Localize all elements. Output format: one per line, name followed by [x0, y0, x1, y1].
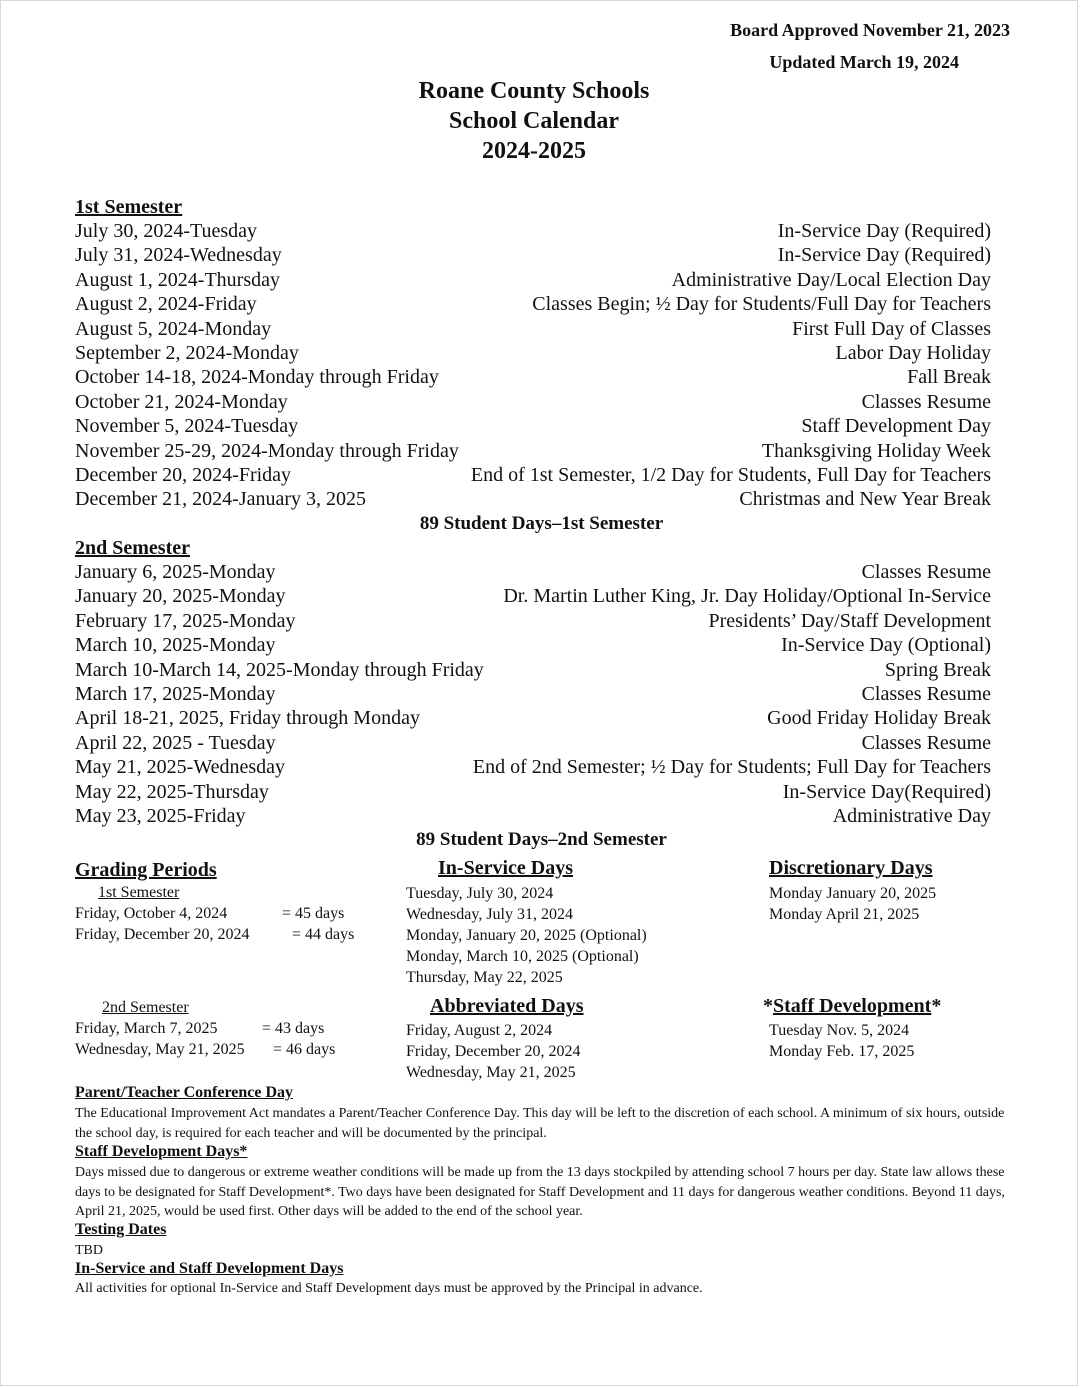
isd-text: All activities for optional In-Service and Staff Development days must be approved by the Principal in advance.	[75, 1281, 703, 1296]
grading-periods-heading: Grading Periods	[75, 859, 217, 881]
semester2-row	[75, 634, 991, 658]
semester2-date: January 6, 2025-Monday	[75, 561, 276, 583]
semester2-date: April 18-21, 2025, Friday through Monday	[75, 707, 420, 730]
semester2-event: Spring Break	[884, 658, 991, 681]
semester2-date: May 22, 2025-Thursday	[75, 780, 269, 803]
semester1-event: End of 1st Semester, 1/2 Day for Students, Full Day for Teachers	[470, 464, 991, 486]
semester1-date: July 31, 2024-Wednesday	[75, 244, 282, 267]
semester1-event: Christmas and New Year Break	[739, 488, 991, 511]
testing-text: TBD	[75, 1243, 103, 1258]
semester1-date: July 30, 2024-Tuesday	[75, 220, 258, 242]
semester2-event: End of 2nd Semester; ½ Day for Students; Full Day for Teachers	[472, 756, 991, 779]
abbreviated-day-3: Wednesday, May 21, 2025	[406, 1064, 576, 1081]
semester1-event: Administrative Day/Local Election Day	[671, 268, 991, 291]
semester2-row	[75, 610, 991, 634]
sdd-text: Days missed due to dangerous or extreme weather conditions will be made up from the 13 days stockpiled by attending school 7 hours per day. State law allows these days to be designated for Staff Development*. Two days have been designated for Staff Development and 11 days for dangerous weather conditions. Beyond 11 days, April 21, 2025, would be used first. Other days will be added to the end of the school year.	[75, 1165, 1005, 1219]
semester1-row	[75, 415, 991, 439]
grading-sem2-date-1: Friday, March 7, 2025	[75, 1020, 218, 1037]
semester2-event: Classes Resume	[861, 731, 991, 754]
semester1-heading: 1st Semester	[75, 196, 183, 218]
grading-sem2-days-1: = 43 days	[262, 1020, 325, 1037]
inservice-day-2: Wednesday, July 31, 2024	[406, 906, 573, 923]
semester2-row	[75, 805, 991, 829]
semester2-row	[75, 756, 991, 780]
inservice-day-1: Tuesday, July 30, 2024	[406, 885, 554, 902]
semester1-date: November 25-29, 2024-Monday through Friday	[75, 439, 459, 462]
semester2-date: March 17, 2025-Monday	[75, 683, 276, 705]
inservice-day-3: Monday, January 20, 2025 (Optional)	[406, 927, 647, 944]
semester2-row	[75, 683, 991, 707]
semester1-row	[75, 269, 991, 293]
semester2-row	[75, 561, 991, 585]
semester1-date: December 20, 2024-Friday	[75, 464, 292, 486]
grading-sem2-date-2: Wednesday, May 21, 2025	[75, 1041, 245, 1058]
inservice-day-5: Thursday, May 22, 2025	[406, 969, 563, 986]
semester2-row	[75, 707, 991, 731]
semester1-event: Fall Break	[907, 366, 991, 389]
staff-development-heading-text: Staff Development	[773, 995, 932, 1017]
semester1-event: Classes Begin; ½ Day for Students/Full Day for Teachers	[532, 293, 991, 316]
semester2-total: 89 Student Days–2nd Semester	[416, 829, 667, 850]
discretionary-days-heading: Discretionary Days	[769, 857, 933, 879]
semester1-row	[75, 488, 991, 512]
grading-sem1-days-2: = 44 days	[292, 926, 355, 943]
semester2-event: Classes Resume	[861, 561, 991, 583]
grading-sem2-heading: 2nd Semester	[102, 999, 189, 1016]
semester2-date: March 10, 2025-Monday	[75, 634, 276, 657]
semester1-row	[75, 391, 991, 415]
sdd-heading: Staff Development Days*	[75, 1143, 248, 1160]
staff-development-star-right: *	[931, 995, 942, 1017]
grading-sem2-days-2: = 46 days	[273, 1041, 336, 1058]
semester1-date: December 21, 2024-January 3, 2025	[75, 488, 367, 511]
semester1-row	[75, 366, 991, 390]
semester1-event: Labor Day Holiday	[835, 342, 991, 364]
district-title: Roane County Schools	[418, 78, 650, 104]
staff-development-day-2: Monday Feb. 17, 2025	[769, 1043, 915, 1060]
semester2-row	[75, 585, 991, 609]
semester2-date: January 20, 2025-Monday	[75, 585, 286, 608]
semester2-date: April 22, 2025 - Tuesday	[75, 731, 276, 754]
semester2-date: March 10-March 14, 2025-Monday through Friday	[75, 658, 484, 681]
semester1-row	[75, 342, 991, 366]
semester2-event: Classes Resume	[861, 683, 991, 705]
semester1-row	[75, 220, 991, 244]
grading-sem1-date-2: Friday, December 20, 2024	[75, 926, 250, 943]
semester2-event: Dr. Martin Luther King, Jr. Day Holiday/Optional In-Service	[503, 585, 991, 608]
abbreviated-day-1: Friday, August 2, 2024	[406, 1022, 553, 1039]
board-approved-date: Board Approved November 21, 2023	[730, 20, 1010, 40]
semester1-date: September 2, 2024-Monday	[75, 342, 299, 364]
semester1-date: August 5, 2024-Monday	[75, 317, 272, 340]
inservice-day-4: Monday, March 10, 2025 (Optional)	[406, 948, 639, 965]
semester2-date: February 17, 2025-Monday	[75, 609, 296, 632]
semester1-event: Staff Development Day	[801, 415, 991, 438]
ptc-text: The Educational Improvement Act mandates a Parent/Teacher Conference Day. This day will be left to the discretion of each school. A minimum of six hours, outside the school day, is required for each teacher and will be documented by the principal.	[75, 1106, 1005, 1141]
semester2-row	[75, 659, 991, 683]
updated-date: Updated March 19, 2024	[769, 52, 959, 72]
semester2-event: In-Service Day(Required)	[782, 780, 991, 803]
semester2-heading: 2nd Semester	[75, 537, 190, 559]
semester1-event: In-Service Day (Required)	[777, 220, 991, 242]
testing-heading: Testing Dates	[75, 1221, 167, 1238]
abbreviated-day-2: Friday, December 20, 2024	[406, 1043, 581, 1060]
semester2-date: May 21, 2025-Wednesday	[75, 756, 286, 779]
semester1-event: In-Service Day (Required)	[777, 244, 991, 267]
semester1-date: October 14-18, 2024-Monday through Friday	[75, 366, 439, 389]
semester2-date: May 23, 2025-Friday	[75, 805, 246, 827]
staff-development-star-left: *	[763, 995, 773, 1017]
semester1-date: October 21, 2024-Monday	[75, 390, 288, 413]
semester2-row	[75, 781, 991, 805]
school-year: 2024-2025	[482, 138, 586, 164]
grading-sem1-heading: 1st Semester	[98, 884, 180, 901]
semester1-event: Classes Resume	[861, 390, 991, 413]
abbreviated-days-heading: Abbreviated Days	[430, 995, 584, 1017]
semester1-event: Thanksgiving Holiday Week	[761, 439, 991, 462]
isd-heading: In-Service and Staff Development Days	[75, 1260, 344, 1277]
semester2-event: Presidents’ Day/Staff Development	[708, 609, 991, 632]
staff-development-day-1: Tuesday Nov. 5, 2024	[769, 1022, 910, 1039]
discretionary-day-1: Monday January 20, 2025	[769, 885, 937, 902]
semester1-row	[75, 440, 991, 464]
calendar-title: School Calendar	[448, 108, 619, 134]
staff-development-heading	[763, 995, 941, 1018]
discretionary-day-2: Monday April 21, 2025	[769, 906, 920, 923]
grading-sem1-days-1: = 45 days	[282, 905, 345, 922]
semester2-event: Administrative Day	[832, 805, 991, 827]
semester2-event: Good Friday Holiday Break	[767, 707, 991, 730]
inservice-days-heading: In-Service Days	[438, 857, 573, 879]
semester1-date: November 5, 2024-Tuesday	[75, 415, 299, 438]
semester1-date: August 1, 2024-Thursday	[75, 268, 280, 291]
semester1-row	[75, 293, 991, 317]
semester1-date: August 2, 2024-Friday	[75, 293, 257, 316]
grading-sem1-date-1: Friday, October 4, 2024	[75, 905, 228, 922]
semester1-row	[75, 244, 991, 268]
semester1-row	[75, 318, 991, 342]
semester1-total: 89 Student Days–1st Semester	[419, 513, 664, 534]
semester1-event: First Full Day of Classes	[792, 317, 991, 340]
semester2-event: In-Service Day (Optional)	[781, 634, 991, 657]
ptc-heading: Parent/Teacher Conference Day	[75, 1084, 294, 1101]
semester1-row	[75, 464, 991, 488]
semester2-row	[75, 732, 991, 756]
